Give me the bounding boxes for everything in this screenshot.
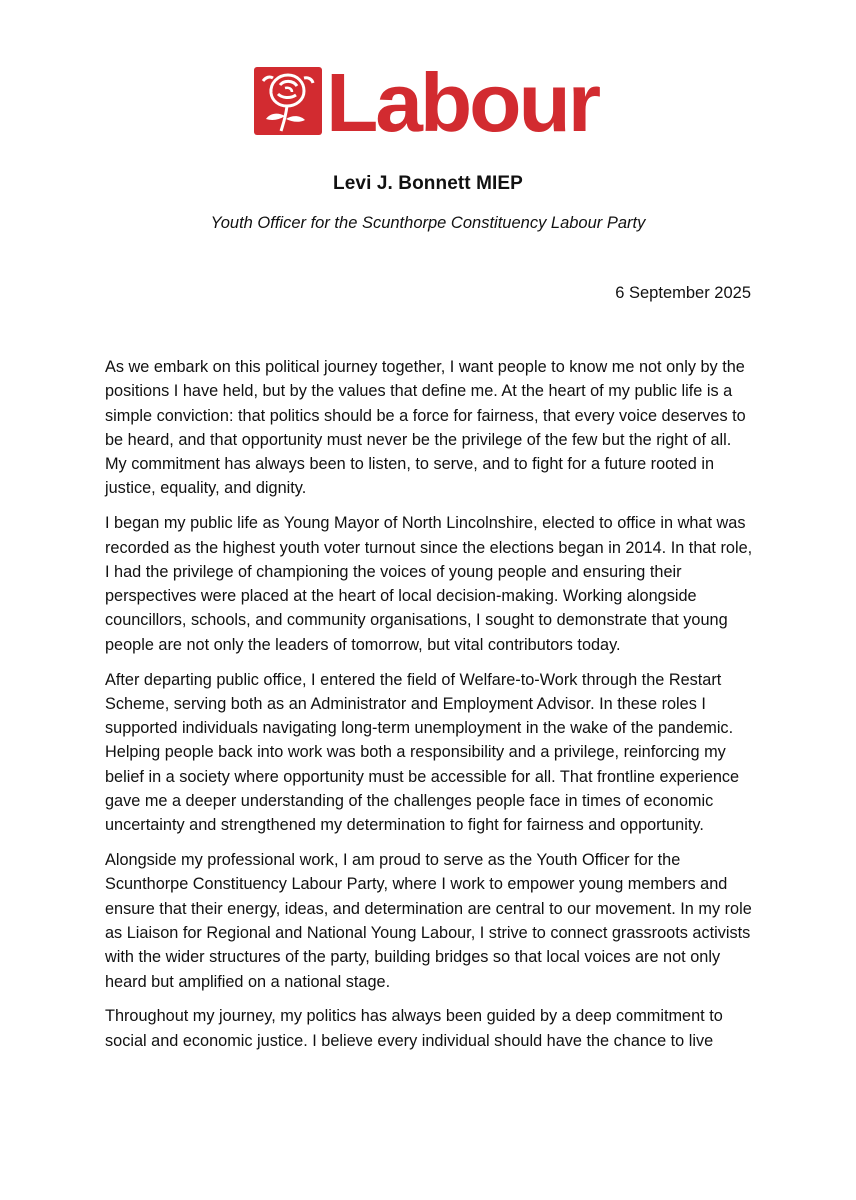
logo-wordmark: Labour [326, 67, 601, 135]
paragraph: Alongside my professional work, I am proud to serve as the Youth Officer for the Scunthorpe Constituency Labour Party, where I work to empower young members and ensure that their energy, ideas, and determination are central to our movement. In my role as Liaison for Regional and National Young Labour, I strive to connect grassroots activists with the wider structures of the party, building bridges so that local voices are not only heard but amplified on a national stage. [105, 851, 752, 991]
labour-logo [254, 67, 602, 135]
author-name: Levi J. Bonnett MIEP [333, 173, 523, 194]
paragraph: After departing public office, I entered the field of Welfare-to-Work through the Restart Scheme, serving both as an Administrator and Employment Advisor. In these roles I supported individuals navigating long-term unemployment in the wake of the pandemic. Helping people back into work was both a responsibility and a privilege, reinforcing my belief in a society where opportunity must be accessible for all. That frontline experience gave me a deeper understanding of the challenges people face in times of economic uncertainty and strengthened my determination to fight for fairness and opportunity. [105, 670, 740, 835]
letter-date: 6 September 2025 [615, 284, 751, 302]
paragraph: As we embark on this political journey together, I want people to know me not only by the positions I have held, but by the values that define me. At the heart of my public life is a simple conviction: that politics should be a force for fairness, that every voice deserves to be heard, and that opportunity must never be the privilege of the few but the right of all. My commitment has always been to listen, to serve, and to fight for a future rooted in justice, equality, and dignity. [105, 358, 746, 498]
author-role: Youth Officer for the Scunthorpe Constituency Labour Party [210, 214, 646, 232]
paragraph: I began my public life as Young Mayor of North Lincolnshire, elected to office in what was recorded as the highest youth voter turnout since the elections began in 2014. In that role, I had the privilege of championing the voices of young people and ensuring their perspectives were placed at the heart of local decision-making. Working alongside councillors, schools, and community organisations, I sought to demonstrate that young people are not only the leaders of tomorrow, but vital contributors today. [105, 514, 753, 654]
paragraph: Throughout my journey, my politics has always been guided by a deep commitment to social and economic justice. I believe every individual should have the chance to live [105, 1007, 723, 1050]
letter-body [105, 355, 755, 1064]
rose-icon [254, 67, 322, 135]
